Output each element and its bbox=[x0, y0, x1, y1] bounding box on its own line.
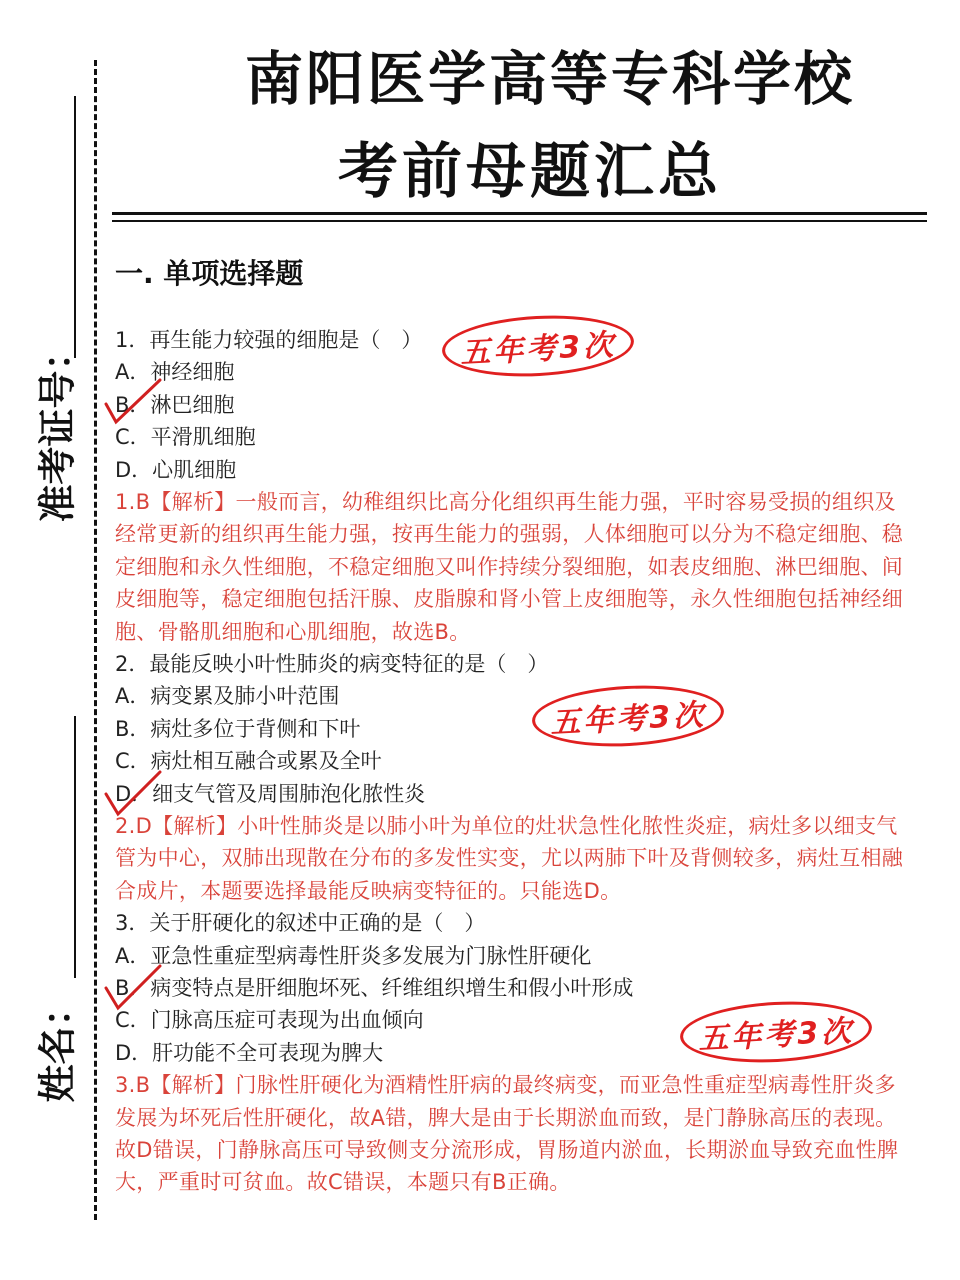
binding-dashed-line bbox=[94, 60, 97, 1220]
header-rule-thin bbox=[112, 220, 927, 222]
name-label: 姓名： bbox=[35, 988, 80, 1103]
answer-check-icon bbox=[98, 768, 168, 820]
option-d: D．心肌细胞 bbox=[115, 457, 237, 482]
question-stem: 2．最能反映小叶性肺炎的病变特征的是（ ） bbox=[115, 651, 549, 676]
explanation: 3.B【解析】门脉性肝硬化为酒精性肝病的最终病变，而亚急性重症型病毒性肝炎多发展为坏死后性肝硬化，故A错，脾大是由于长期淤血而致，是门静脉高压的表现。故D错误，门静脉高压可导致侧支分流形成，胃肠道内淤血，长期淤血导致充血性脾大，严重时可贫血。故C错误，本题只有B正确。 bbox=[115, 1073, 899, 1195]
explanation: 2.D【解析】小叶性肺炎是以肺小叶为单位的灶状急性化脓性炎症，病灶多以细支气管为中心，双肺出现散在分布的多发性实变，尤以两肺下叶及背侧较多，病灶互相融合成片，本题要选择最能反映病变特征的。只能选D。 bbox=[115, 813, 904, 903]
option-b: B．病灶多位于背侧和下叶 bbox=[115, 716, 361, 741]
explanation: 1.B【解析】一般而言，幼稚组织比高分化组织再生能力强，平时容易受损的组织及经常更新的组织再生能力强，按再生能力的强弱，人体细胞可以分为不稳定细胞、稳定细胞和永久性细胞，不稳定细胞又叫作持续分裂细胞，如表皮细胞、淋巴细胞、间皮细胞等，稳定细胞包括汗腺、皮脂腺和肾小管上皮细胞等，永久性细胞包括神经细胞、骨骼肌细胞和心肌细胞，故选B。 bbox=[115, 489, 904, 644]
frequency-stamp: 五年考3次 bbox=[531, 681, 726, 751]
answer-check-icon bbox=[98, 376, 168, 428]
option-a: A．病变累及肺小叶范围 bbox=[115, 684, 340, 709]
question-stem: 1．再生能力较强的细胞是（ ） bbox=[115, 328, 423, 352]
section-title: 一. 单项选择题 bbox=[115, 257, 304, 290]
question-2 bbox=[115, 648, 915, 907]
page-title: 考前母题汇总 bbox=[338, 137, 722, 207]
answer-check-icon bbox=[98, 962, 168, 1014]
exam-id-underline bbox=[74, 96, 76, 358]
frequency-stamp: 五年考3次 bbox=[679, 997, 874, 1067]
option-c: C．病灶相互融合或累及全叶 bbox=[115, 749, 382, 774]
name-underline bbox=[74, 716, 76, 978]
school-title: 南阳医学高等专科学校 bbox=[244, 45, 855, 113]
frequency-stamp: 五年考3次 bbox=[441, 311, 636, 381]
exam-id-label: 准考证号： bbox=[35, 332, 80, 523]
option-b: B．淋巴细胞 bbox=[115, 392, 235, 417]
question-list bbox=[115, 324, 915, 1199]
option-a: A．神经细胞 bbox=[115, 360, 235, 385]
question-stem: 3．关于肝硬化的叙述中正确的是（ ） bbox=[115, 911, 486, 936]
option-c: C．平滑肌细胞 bbox=[115, 425, 256, 450]
option-b: B．病变特点是肝细胞坏死、纤维组织增生和假小叶形成 bbox=[115, 975, 634, 1000]
option-d: D．肝功能不全可表现为脾大 bbox=[115, 1040, 384, 1065]
option-d: D．细支气管及周围肺泡化脓性炎 bbox=[115, 781, 426, 806]
option-a: A．亚急性重症型病毒性肝炎多发展为门脉性肝硬化 bbox=[115, 943, 592, 968]
header-rule-thick bbox=[112, 212, 927, 215]
option-c: C．门脉高压症可表现为出血倾向 bbox=[115, 1008, 424, 1033]
